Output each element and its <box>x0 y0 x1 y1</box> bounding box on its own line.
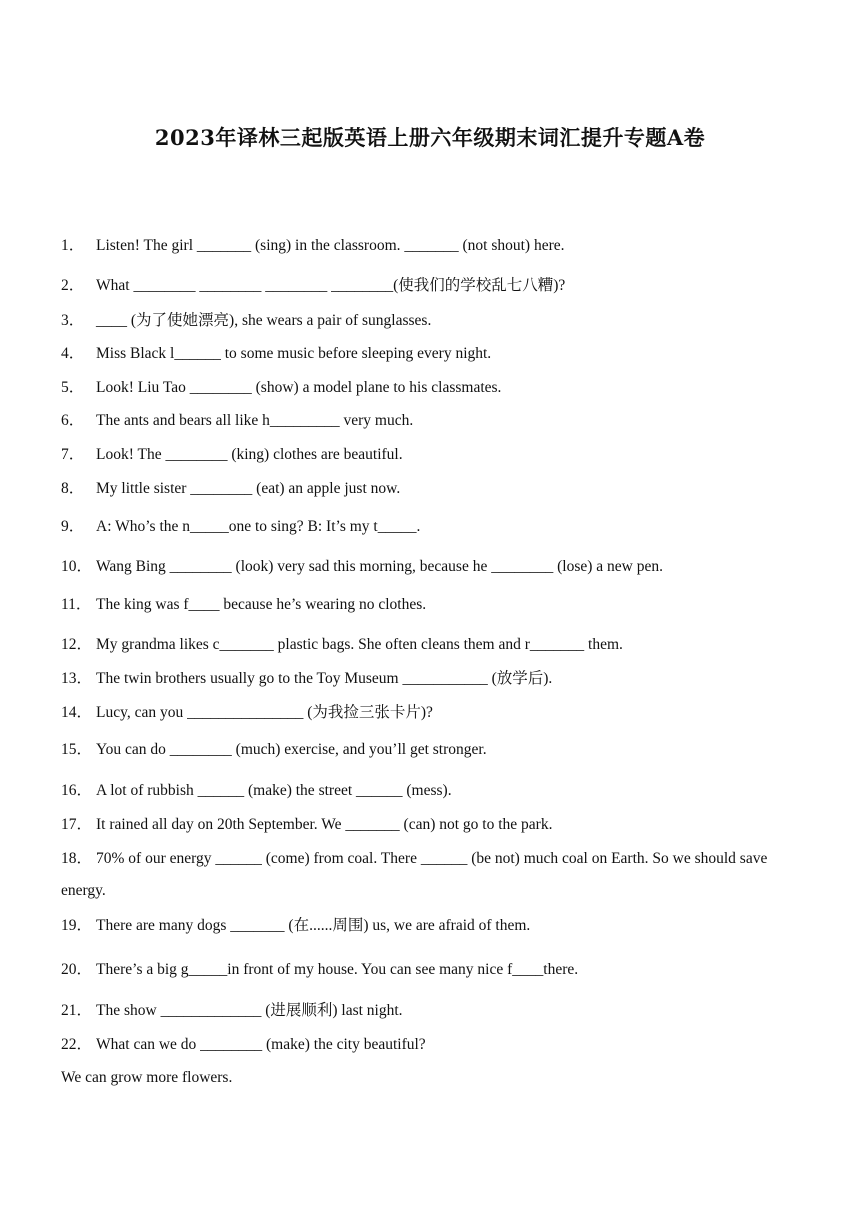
question-text: Look! The ________ (king) clothes are beautiful. <box>96 446 403 463</box>
question-22 <box>61 1029 791 1061</box>
question-text: A lot of rubbish ______ (make) the street ______ (mess). <box>96 782 452 799</box>
question-9 <box>61 511 791 543</box>
question-number: 2． <box>61 277 85 294</box>
question-text: There are many dogs _______ (在......周围) us, we are afraid of them. <box>96 917 531 934</box>
question-15 <box>61 734 791 766</box>
question-8 <box>61 473 791 505</box>
question-number: 1． <box>61 237 85 254</box>
question-text: The twin brothers usually go to the Toy Museum ___________ (放学后). <box>96 670 553 687</box>
question-number: 9． <box>61 518 85 535</box>
question-text: Listen! The girl _______ (sing) in the classroom. _______ (not shout) here. <box>96 237 565 254</box>
question-text: What ________ ________ ________ ________(使我们的学校乱七八糟)? <box>96 277 566 294</box>
question-text: Wang Bing ________ (look) very sad this morning, because he ________ (lose) a new pen. <box>96 558 663 575</box>
question-number: 18． <box>61 850 93 867</box>
question-text: What can we do ________ (make) the city beautiful? <box>96 1036 426 1053</box>
question-19 <box>61 910 791 942</box>
question-4 <box>61 338 791 370</box>
question-number: 22． <box>61 1036 93 1053</box>
question-text: My little sister ________ (eat) an apple just now. <box>96 480 401 497</box>
question-17 <box>61 809 791 841</box>
question-2 <box>61 270 791 302</box>
question-14 <box>61 697 791 729</box>
question-number: 21． <box>61 1002 93 1019</box>
question-number: 8． <box>61 480 85 497</box>
question-number: 14． <box>61 704 93 721</box>
question-1 <box>61 230 791 262</box>
question-16 <box>61 775 791 807</box>
question-5 <box>61 372 791 404</box>
question-number: 6． <box>61 412 85 429</box>
question-text: The show _____________ (进展顺利) last night. <box>96 1002 403 1019</box>
question-text: The king was f____ because he’s wearing no clothes. <box>96 596 427 613</box>
question-number: 11． <box>61 596 92 613</box>
question-11 <box>61 589 791 621</box>
question-number: 15． <box>61 741 93 758</box>
question-text: My grandma likes c_______ plastic bags. She often cleans them and r_______ them. <box>96 636 623 653</box>
question-number: 17． <box>61 816 93 833</box>
question-text: Look! Liu Tao ________ (show) a model plane to his classmates. <box>96 379 502 396</box>
answer-line: We can grow more flowers. <box>61 1069 233 1086</box>
question-21 <box>61 995 791 1027</box>
question-13 <box>61 663 791 695</box>
question-text: You can do ________ (much) exercise, and you’ll get stronger. <box>96 741 487 758</box>
page-title: 2023年译林三起版英语上册六年级期末词汇提升专题A卷 <box>154 125 706 150</box>
question-text: ____ (为了使她漂亮), she wears a pair of sunglasses. <box>96 312 432 329</box>
question-3 <box>61 305 791 337</box>
question-7 <box>61 439 791 471</box>
question-number: 10． <box>61 558 93 575</box>
question-text: A: Who’s the n_____one to sing? B: It’s my t_____. <box>96 518 421 535</box>
question-number: 16． <box>61 782 93 799</box>
question-10 <box>61 551 791 583</box>
question-6 <box>61 405 791 437</box>
question-18 <box>61 843 791 907</box>
question-12 <box>61 629 791 661</box>
question-number: 3． <box>61 312 85 329</box>
question-number: 20． <box>61 961 93 978</box>
question-text: There’s a big g_____in front of my house. You can see many nice f____there. <box>96 961 579 978</box>
question-text: The ants and bears all like h_________ very much. <box>96 412 414 429</box>
question-text: Miss Black l______ to some music before sleeping every night. <box>96 345 492 362</box>
question-number: 4． <box>61 345 85 362</box>
question-number: 19． <box>61 917 93 934</box>
question-number: 13． <box>61 670 93 687</box>
question-number: 12． <box>61 636 93 653</box>
question-text: Lucy, can you _______________ (为我捡三张卡片)? <box>96 704 433 721</box>
question-number: 7． <box>61 446 85 463</box>
question-20 <box>61 954 791 986</box>
question-text: 70% of our energy ______ (come) from coal. There ______ (be not) much coal on Earth. So we should save energy. <box>61 850 768 899</box>
question-text: It rained all day on 20th September. We _______ (can) not go to the park. <box>96 816 553 833</box>
question-number: 5． <box>61 379 85 396</box>
